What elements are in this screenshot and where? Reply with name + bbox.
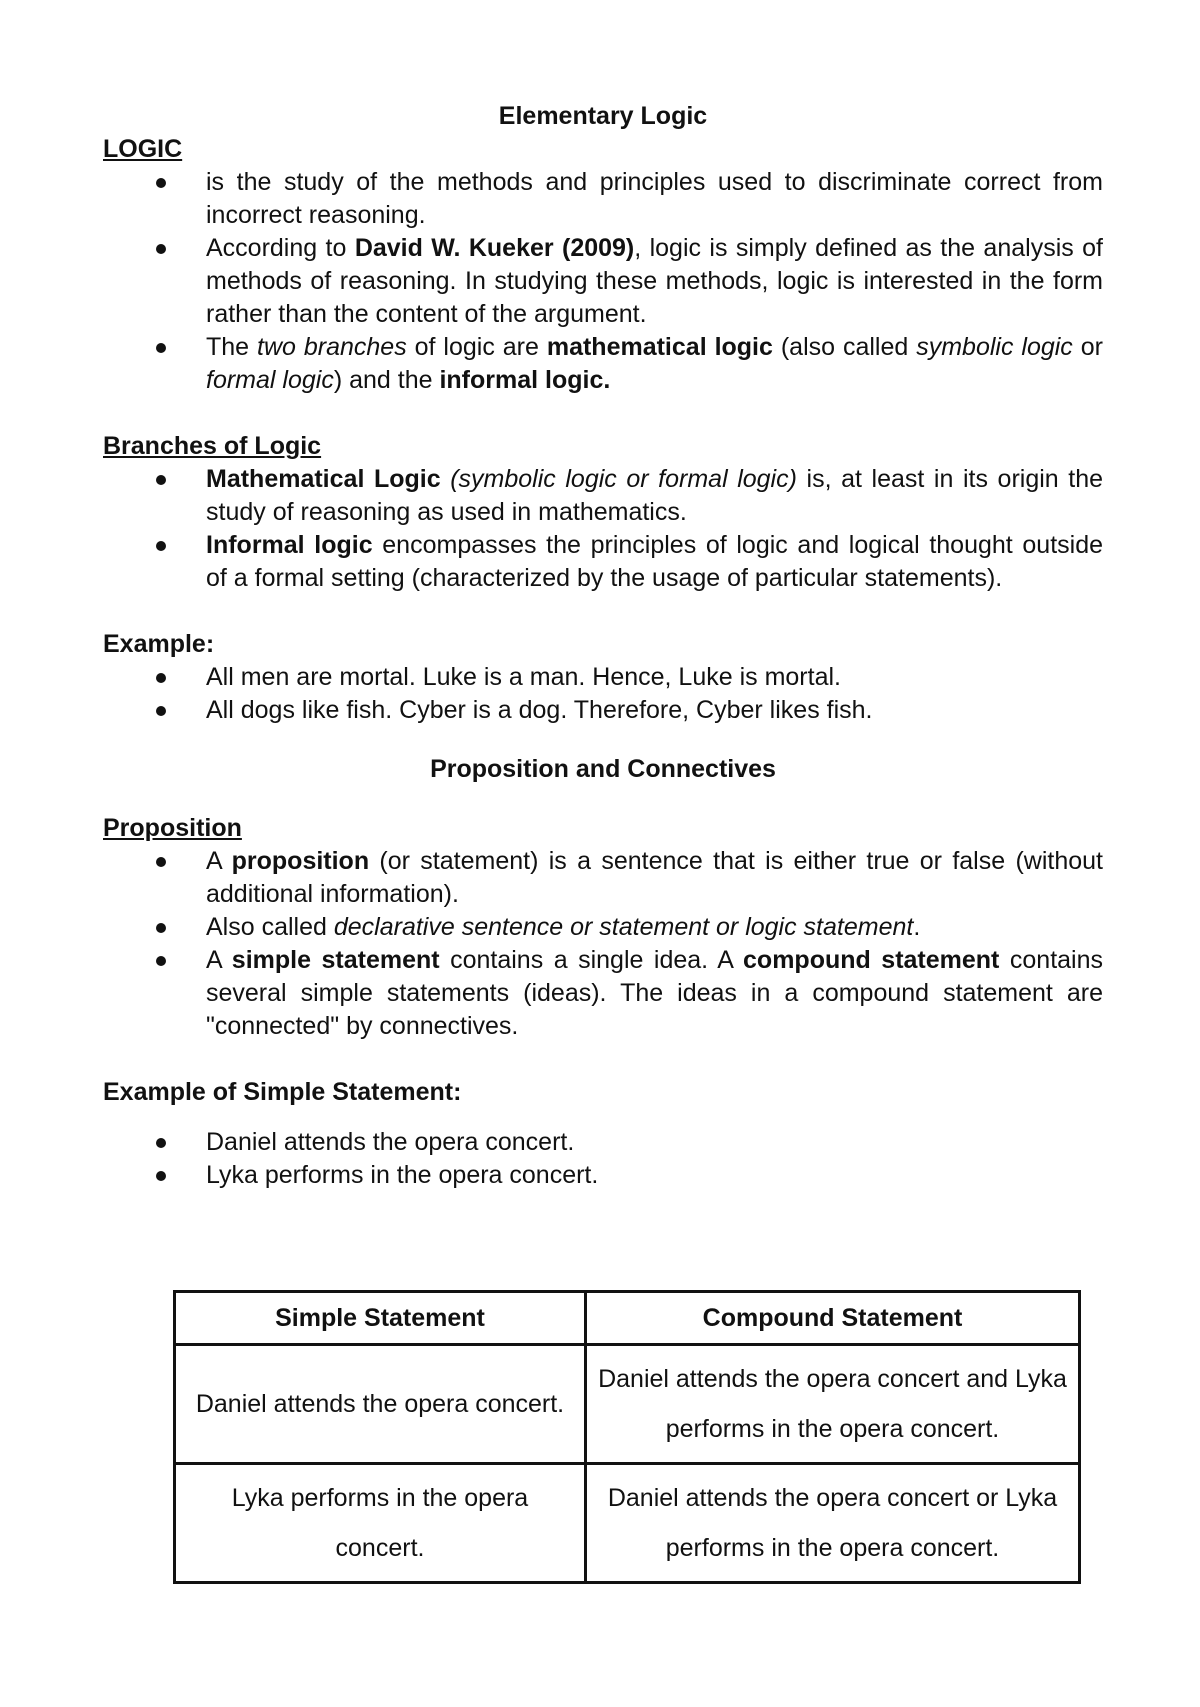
table-header: Compound Statement [586, 1292, 1080, 1345]
branches-list [103, 463, 1103, 595]
statement-comparison-table [173, 1290, 1081, 1584]
list-item: Mathematical Logic (symbolic logic or formal logic) is, at least in its origin the study of reasoning as used in mathematics. [103, 463, 1103, 529]
table-header-row [175, 1292, 1080, 1345]
list-item: A simple statement contains a single idea. A compound statement contains several simple statements (ideas). The ideas in a compound statement are "connected" by connectives. [103, 944, 1103, 1043]
document-page [103, 100, 1103, 1192]
section-title: Proposition and Connectives [430, 755, 776, 783]
logic-heading: LOGIC [103, 135, 183, 163]
list-item: All dogs like fish. Cyber is a dog. Therefore, Cyber likes fish. [103, 694, 1103, 727]
list-item: Lyka performs in the opera concert. [103, 1159, 1103, 1192]
proposition-list [103, 845, 1103, 1043]
logic-list [103, 166, 1103, 397]
list-item: The two branches of logic are mathematical logic (also called symbolic logic or formal logic) and the informal logic. [103, 331, 1103, 397]
table-cell: Lyka performs in the opera concert. [175, 1464, 586, 1583]
list-item: Also called declarative sentence or statement or logic statement. [103, 911, 1103, 944]
list-item: A proposition (or statement) is a sentence that is either true or false (without additional information). [103, 845, 1103, 911]
author-citation: David W. Kueker (2009) [354, 234, 635, 262]
table-row [175, 1345, 1080, 1464]
list-item: is the study of the methods and principles used to discriminate correct from incorrect reasoning. [103, 166, 1103, 232]
example-list [103, 661, 1103, 727]
table-cell: Daniel attends the opera concert and Lyka performs in the opera concert. [586, 1345, 1080, 1464]
simple-example-heading: Example of Simple Statement: [103, 1078, 462, 1106]
table-cell: Daniel attends the opera concert or Lyka performs in the opera concert. [586, 1464, 1080, 1583]
list-item: All men are mortal. Luke is a man. Hence, Luke is mortal. [103, 661, 1103, 694]
document-title: Elementary Logic [498, 102, 708, 130]
branches-heading: Branches of Logic [103, 432, 322, 460]
proposition-heading: Proposition [103, 814, 242, 842]
list-item: According to David W. Kueker (2009), logic is simply defined as the analysis of methods of reasoning. In studying these methods, logic is interested in the form rather than the content of the argument. [103, 232, 1103, 331]
example-heading: Example: [103, 630, 215, 658]
list-item: Informal logic encompasses the principles of logic and logical thought outside of a formal setting (characterized by the usage of particular statements). [103, 529, 1103, 595]
table-row [175, 1464, 1080, 1583]
table-cell: Daniel attends the opera concert. [175, 1345, 586, 1464]
table-header: Simple Statement [175, 1292, 586, 1345]
list-item: Daniel attends the opera concert. [103, 1126, 1103, 1159]
simple-example-list [103, 1126, 1103, 1192]
